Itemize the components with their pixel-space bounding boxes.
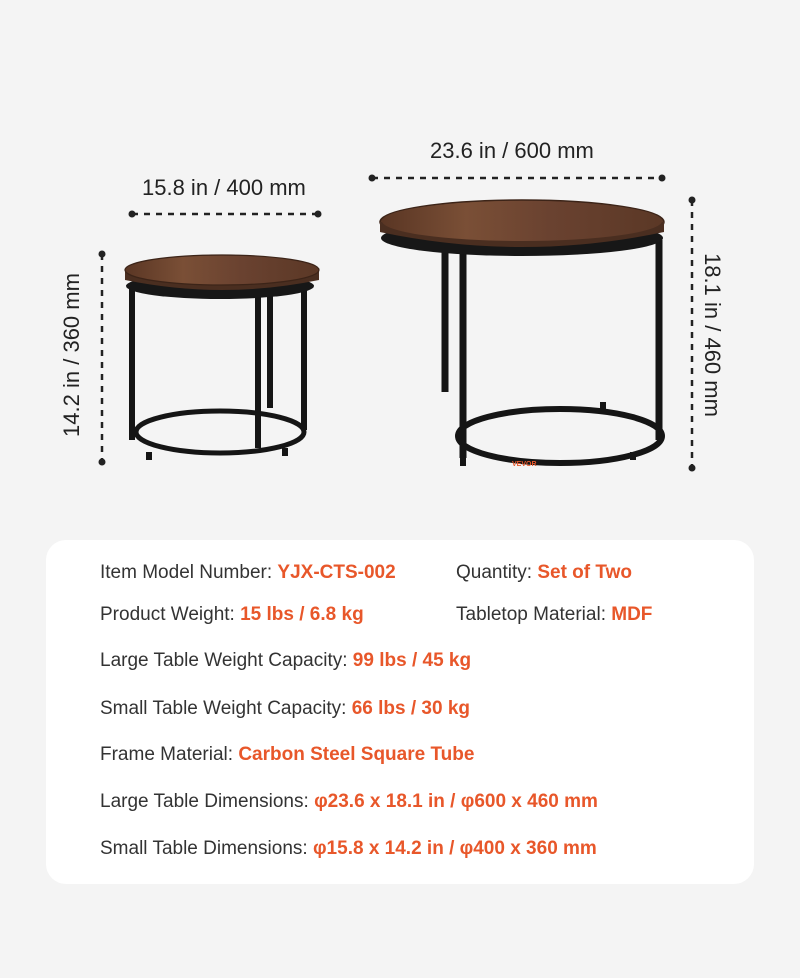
spec-small-dims <box>100 838 597 860</box>
large-width-label: 23.6 in / 600 mm <box>430 138 594 163</box>
spec-quantity <box>456 562 632 584</box>
spec-weight <box>100 604 364 626</box>
spec-large-dims <box>100 791 598 813</box>
spec-weight-label: Product Weight: <box>100 604 235 625</box>
large-height-dimension-line <box>689 197 696 472</box>
spec-tabletop-label: Tabletop Material: <box>456 604 606 625</box>
spec-tabletop <box>456 604 652 626</box>
spec-small-dims-label: Small Table Dimensions: <box>100 838 308 859</box>
small-height-label: 14.2 in / 360 mm <box>58 273 84 437</box>
spec-large-dims-value: φ23.6 x 18.1 in / φ600 x 460 mm <box>314 791 598 812</box>
large-table <box>380 200 664 468</box>
spec-model <box>100 562 396 584</box>
spec-large-capacity-label: Large Table Weight Capacity: <box>100 650 348 671</box>
small-width-label: 15.8 in / 400 mm <box>142 175 306 200</box>
spec-small-capacity-label: Small Table Weight Capacity: <box>100 698 347 719</box>
spec-quantity-label: Quantity: <box>456 562 533 583</box>
spec-small-capacity <box>100 698 470 720</box>
spec-small-capacity-value: 66 lbs / 30 kg <box>351 698 470 719</box>
large-width-dimension-line <box>369 175 666 182</box>
small-height-dimension-line <box>99 251 106 466</box>
spec-large-dims-label: Large Table Dimensions: <box>100 791 309 812</box>
spec-model-label: Item Model Number: <box>100 562 273 583</box>
svg-text:VEVOR: VEVOR <box>512 461 537 468</box>
spec-model-value: YJX-CTS-002 <box>277 562 396 583</box>
spec-small-dims-value: φ15.8 x 14.2 in / φ400 x 360 mm <box>312 838 597 859</box>
spec-frame-label: Frame Material: <box>100 744 234 765</box>
spec-weight-value: 15 lbs / 6.8 kg <box>240 604 364 625</box>
spec-quantity-value: Set of Two <box>537 562 632 583</box>
large-height-label: 18.1 in / 460 mm <box>699 253 725 417</box>
small-table <box>125 255 319 460</box>
spec-large-capacity-value: 99 lbs / 45 kg <box>352 650 472 671</box>
small-width-dimension-line <box>129 211 322 218</box>
spec-frame-value: Carbon Steel Square Tube <box>238 744 475 765</box>
spec-frame <box>100 744 474 766</box>
spec-tabletop-value: MDF <box>611 604 653 625</box>
spec-large-capacity <box>100 650 471 672</box>
specifications-card <box>46 540 754 884</box>
